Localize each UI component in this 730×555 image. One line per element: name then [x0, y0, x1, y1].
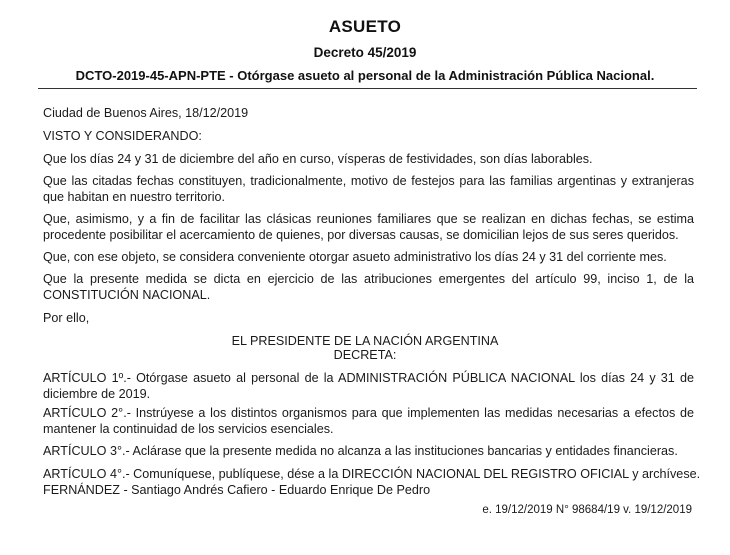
president-heading: EL PRESIDENTE DE LA NACIÓN ARGENTINA — [231, 334, 499, 348]
considerando-paragraph-5: Que la presente medida se dicta en ejercicio de las atribuciones emergentes del artículo 99, inciso 1, de la CONSTITUCIÓN NACIONAL. — [43, 272, 694, 302]
decree-number: Decreto 45/2019 — [313, 45, 417, 60]
decreta-heading: DECRETA: — [333, 348, 397, 362]
considerando-paragraph-1: Que los días 24 y 31 de diciembre del año en curso, vísperas de festividades, son días laborables. — [43, 152, 593, 166]
considerando-paragraph-2: Que las citadas fechas constituyen, tradicionalmente, motivo de festejos para las familias argentinas y extranjeras que habitan en nuestro territorio. — [43, 174, 694, 204]
document-title: ASUETO — [328, 17, 402, 36]
place-date: Ciudad de Buenos Aires, 18/12/2019 — [43, 106, 249, 120]
considerando-paragraph-3: Que, asimismo, y a fin de facilitar las clásicas reuniones familiares que se realizan en dichas fechas, se estima procedente posibilitar el acercamiento de quienes, por diversas causas, se domicilian lejos de sus seres queridos. — [43, 212, 694, 242]
decree-subtitle: DCTO-2019-45-APN-PTE - Otórgase asueto al personal de la Administración Pública Nacional. — [75, 68, 655, 83]
article-4: ARTÍCULO 4°.- Comuníquese, publíquese, dése a la DIRECCIÓN NACIONAL DEL REGISTRO OFICIAL y archívese. — [43, 467, 701, 481]
considerando-paragraph-4: Que, con ese objeto, se considera conveniente otorgar asueto administrativo los días 24 y 31 del corriente mes. — [43, 250, 667, 264]
article-3: ARTÍCULO 3°.- Aclárase que la presente medida no alcanza a las instituciones bancarias y entidades financieras. — [43, 444, 678, 458]
header-divider — [38, 88, 697, 89]
publication-footer: e. 19/12/2019 N° 98684/19 v. 19/12/2019 — [482, 504, 692, 516]
por-ello: Por ello, — [43, 311, 90, 325]
article-2: ARTÍCULO 2°.- Instrúyese a los distintos organismos para que implementen las medidas necesarias a efectos de mantener la continuidad de los servicios esenciales. — [43, 406, 694, 436]
article-1: ARTÍCULO 1º.- Otórgase asueto al personal de la ADMINISTRACIÓN PÚBLICA NACIONAL los días 24 y 31 de diciembre de 2019. — [43, 371, 694, 401]
visto-heading: VISTO Y CONSIDERANDO: — [43, 129, 202, 143]
signatures: FERNÁNDEZ - Santiago Andrés Cafiero - Eduardo Enrique De Pedro — [43, 483, 431, 497]
